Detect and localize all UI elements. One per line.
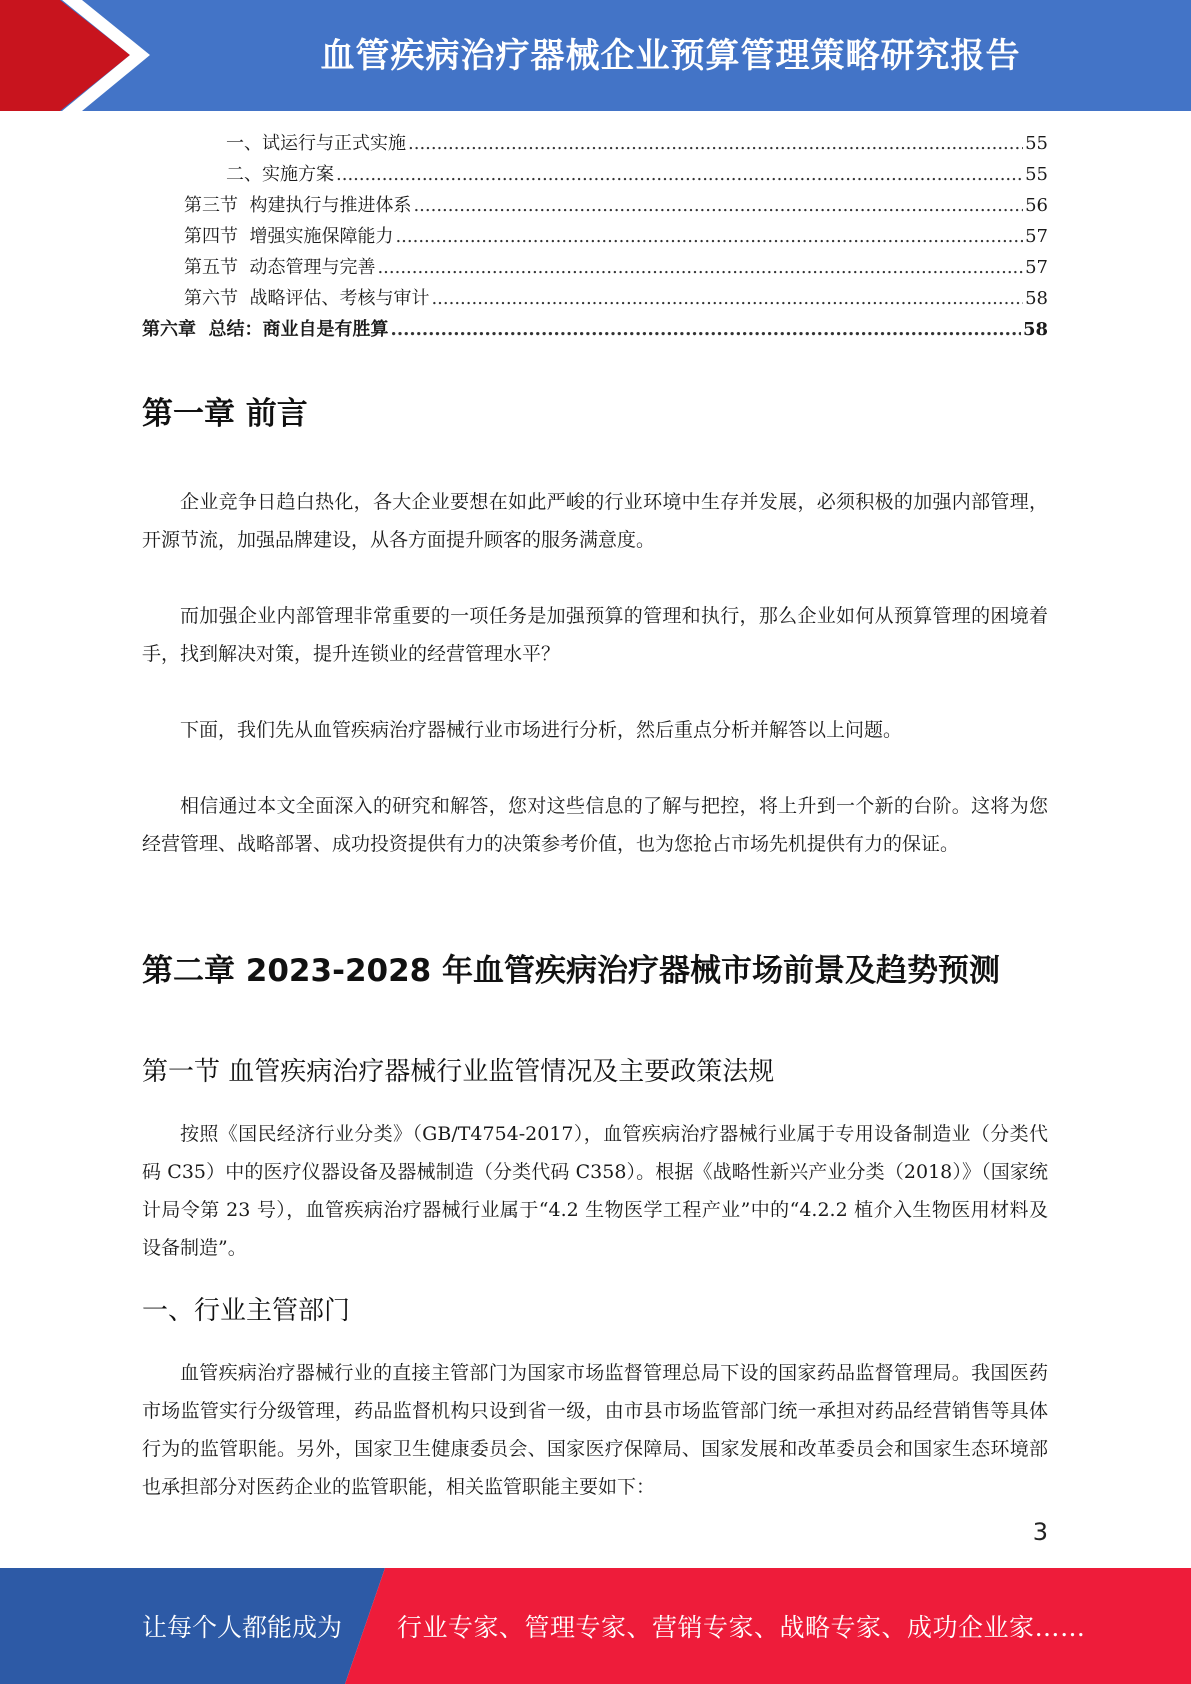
toc-entry[interactable] — [142, 252, 1048, 283]
chapter-1-paragraph-2 — [142, 597, 1048, 673]
toc-entry-title: 第四节 增强实施保障能力 — [184, 226, 394, 247]
section-heading: 第一节 血管疾病治疗器械行业监管情况及主要政策法规 — [142, 1057, 775, 1087]
body-paragraph: 下面，我们先从血管疾病治疗器械行业市场进行分析，然后重点分析并解答以上问题。 — [180, 719, 903, 741]
subsection-1-heading-block — [142, 1290, 1048, 1327]
toc-entry-title: 二、实施方案 — [226, 164, 334, 185]
subsection-1-paragraph — [142, 1354, 1048, 1506]
toc-leader-dots — [413, 190, 1023, 221]
header-banner — [0, 0, 1191, 111]
toc-entry[interactable] — [142, 159, 1048, 190]
footer-banner — [0, 1568, 1191, 1684]
table-of-contents — [142, 128, 1048, 345]
body-paragraph: 而加强企业内部管理非常重要的一项任务是加强预算的管理和执行，那么企业如何从预算管理的困境着手，找到解决对策，提升连锁业的经营管理水平？ — [142, 605, 1048, 665]
body-paragraph: 血管疾病治疗器械行业的直接主管部门为国家市场监督管理总局下设的国家药品监督管理局。我国医药市场监管实行分级管理，药品监督机构只设到省一级，由市县市场监管部门统一承担对药品经营销售等具体行为的监管职能。另外，国家卫生健康委员会、国家医疗保障局、国家发展和改革委员会和国家生态环境部也承担部分对医药企业的监管职能，相关监管职能主要如下： — [142, 1362, 1048, 1498]
toc-entry-title: 一、试运行与正式实施 — [226, 133, 406, 154]
page-number: 3 — [1032, 1518, 1048, 1546]
toc-leader-dots — [395, 221, 1023, 252]
body-paragraph: 企业竞争日趋白热化，各大企业要想在如此严峻的行业环境中生存并发展，必须积极的加强内部管理，开源节流，加强品牌建设，从各方面提升顾客的服务满意度。 — [142, 491, 1048, 551]
section-1-paragraph — [142, 1115, 1048, 1267]
report-title: 血管疾病治疗器械企业预算管理策略研究报告 — [320, 36, 1021, 76]
chapter-heading: 第一章 前言 — [142, 396, 308, 432]
toc-entry-title: 第三节 构建执行与推进体系 — [184, 195, 412, 216]
toc-entry-page: 58 — [1025, 288, 1048, 309]
chapter-1-paragraph-4 — [142, 787, 1048, 863]
toc-leader-dots — [431, 283, 1023, 314]
toc-entry-page: 57 — [1025, 226, 1048, 247]
toc-entry-page: 56 — [1025, 195, 1048, 216]
toc-entry-title: 第六章 总结：商业自是有胜算 — [142, 319, 389, 340]
section-1-heading-block — [142, 1051, 1048, 1088]
body-paragraph: 按照《国民经济行业分类》（GB/T4754-2017），血管疾病治疗器械行业属于专用设备制造业（分类代码 C35）中的医疗仪器设备及器械制造（分类代码 C358）。根据《战略性新兴产业分类（2018）》（国家统计局令第 23 号），血管疾病治疗器械行业属于“4.2 生物医学工程产业”中的“4.2.2 植介入生物医用材料及设备制造”。 — [142, 1123, 1048, 1259]
toc-entry-page: 55 — [1025, 164, 1048, 185]
toc-entry[interactable] — [142, 283, 1048, 314]
toc-leader-dots — [336, 159, 1023, 190]
chapter-1-paragraph-1 — [142, 483, 1048, 559]
chapter-1-heading-block — [142, 388, 1048, 433]
toc-entry[interactable] — [142, 128, 1048, 159]
toc-entry[interactable] — [142, 190, 1048, 221]
toc-entry-page: 57 — [1025, 257, 1048, 278]
subsection-heading: 一、行业主管部门 — [142, 1296, 351, 1326]
toc-leader-dots — [391, 314, 1021, 345]
footer-slogan-left: 让每个人都能成为 — [142, 1613, 343, 1642]
chapter-1-paragraph-3 — [142, 711, 1048, 749]
toc-entry-page: 55 — [1025, 133, 1048, 154]
chapter-2-heading-block — [142, 945, 1048, 990]
toc-entry-page: 58 — [1022, 319, 1048, 340]
toc-entry[interactable] — [142, 221, 1048, 252]
footer-slogan-right: 行业专家、管理专家、营销专家、战略专家、成功企业家…… — [397, 1613, 1086, 1642]
toc-leader-dots — [408, 128, 1023, 159]
toc-entry-title: 第六节 战略评估、考核与审计 — [184, 288, 430, 309]
toc-leader-dots — [377, 252, 1023, 283]
toc-entry[interactable] — [142, 314, 1048, 345]
toc-entry-title: 第五节 动态管理与完善 — [184, 257, 376, 278]
body-paragraph: 相信通过本文全面深入的研究和解答，您对这些信息的了解与把控，将上升到一个新的台阶。这将为您经营管理、战略部署、成功投资提供有力的决策参考价值，也为您抢占市场先机提供有力的保证。 — [142, 795, 1048, 855]
chapter-heading: 第二章 2023-2028 年血管疾病治疗器械市场前景及趋势预测 — [142, 953, 1001, 989]
